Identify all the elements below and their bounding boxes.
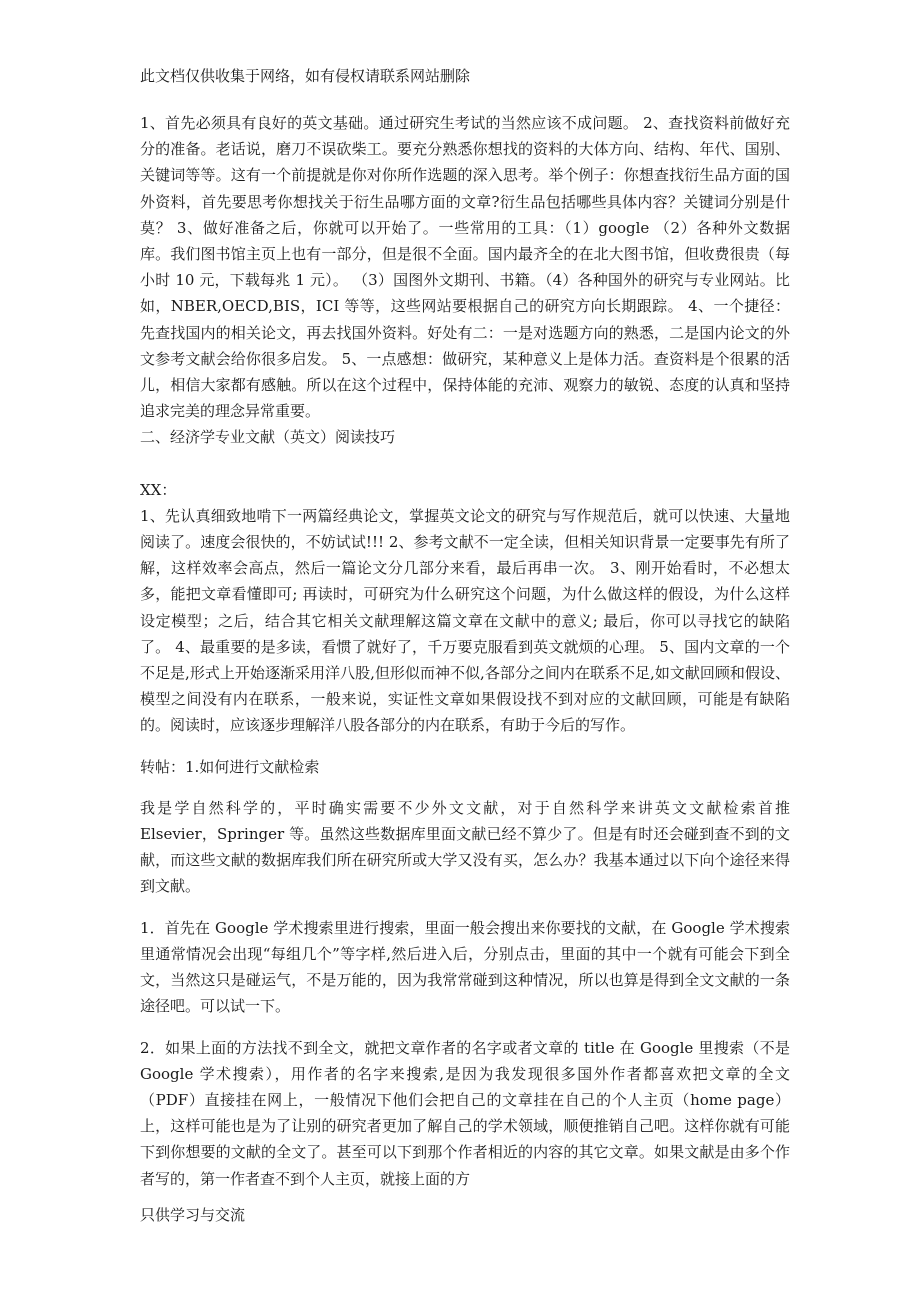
paragraph-method-2: 2．如果上面的方法找不到全文，就把文章作者的名字或者文章的 title 在 Google 里搜索（不是 Google 学术搜索），用作者的名字来搜索,是因为我发现很多国外作者都喜欢把文章的全文（PDF）直接挂在网上，一般情况下他们会把自己的文章挂在自己的个人主页（home page）上，这样可能也是为了让别的研究者更加了解自己的学术领域，顺便推销自己吧。这样你就有可能下到你想要的文献的全文了。甚至可以下到那个作者相近的内容的其它文章。如果文献是由多个作者写的，第一作者查不到个人主页，就接上面的方	[140, 1038, 790, 1188]
section-heading-reading-tips: 二、经济学专业文献（英文）阅读技巧	[140, 428, 396, 447]
footer-note: 只供学习与交流	[140, 1206, 246, 1224]
header-disclaimer: 此文档仅供收集于网络，如有侵权请联系网站删除	[140, 67, 471, 85]
paragraph-research-steps: 1、首先必须具有良好的英文基础。通过研究生考试的当然应该不成问题。 2、查找资料前做好充分的准备。老话说，磨刀不误砍柴工。要充分熟悉你想找的资料的大体方向、结构、年代、国别、关键词等等。这有一个前提就是你对你所作选题的深入思考。举个例子：你想查找衍生品方面的国外资料，首先要思考你想找关于衍生品哪方面的文章?衍生品包括哪些具体内容？关键词分别是什莫？ 3、做好准备之后，你就可以开始了。一些常用的工具：（1）google （2）各种外文数据库。我们图书馆主页上也有一部分，但是很不全面。国内最齐全的在北大图书馆，但收费很贵（每小时 10 元，下载每兆 1 元）。 （3）国图外文期刊、书籍。（4）各种国外的研究与专业网站。比如，NBER,OECD,BIS，ICI 等等，这些网站要根据自己的研究方向长期跟踪。 4、一个捷径：先查找国内的相关论文，再去找国外资料。好处有二：一是对选题方向的熟悉，二是国内论文的外文参考文献会给你很多启发。 5、一点感想：做研究，某种意义上是体力活。查资料是个很累的活儿，相信大家都有感触。所以在这个过程中，保持体能的充沛、观察力的敏锐、态度的认真和坚持追求完美的理念异常重要。	[140, 114, 790, 421]
document-body	[140, 110, 790, 1192]
paragraph-method-1: 1．首先在 Google 学术搜索里进行搜索，里面一般会搜出来你要找的文献，在 Google 学术搜索里通常情况会出现“每组几个”等字样,然后进入后，分别点击，里面的其中一个就有可能会下到全文，当然这只是碰运气，不是万能的，因为我常常碰到这种情况，所以也算是得到全文文献的一条途径吧。可以试一下。	[140, 918, 790, 1016]
paragraph-intro: 我是学自然科学的，平时确实需要不少外文文献，对于自然科学来讲英文文献检索首推 Elsevier，Springer 等。虽然这些数据库里面文献已经不算少了。但是有时还会碰到查不到的文献，而这些文献的数据库我们所在研究所或大学又没有买，怎么办？我基本通过以下向个途径来得到文献。	[140, 798, 790, 896]
repost-title: 转帖：1.如何进行文献检索	[140, 757, 320, 776]
author-label: XX：	[140, 480, 177, 499]
paragraph-reading-tips: 1、先认真细致地啃下一两篇经典论文，掌握英文论文的研究与写作规范后，就可以快速、大量地阅读了。速度会很快的，不妨试试!!! 2、参考文献不一定全读，但相关知识背景一定要事先有所了解，这样效率会高点，然后一篇论文分几部分来看，最后再串一次。 3、刚开始看时，不必想太多，能把文章看懂即可; 再读时，可研究为什么研究这个问题，为什么做这样的假设，为什么这样设定模型；之后，结合其它相关文献理解这篇文章在文献中的意义; 最后，你可以寻找它的缺陷了。 4、最重要的是多读，看惯了就好了，千万要克服看到英文就烦的心理。 5、国内文章的一个不足是,形式上开始逐渐采用洋八股,但形似而神不似,各部分之间内在联系不足,如文献回顾和假设、模型之间没有内在联系，一般来说，实证性文章如果假设找不到对应的文献回顾，可能是有缺陷的。阅读时，应该逐步理解洋八股各部分的内在联系，有助于今后的写作。	[140, 506, 790, 735]
